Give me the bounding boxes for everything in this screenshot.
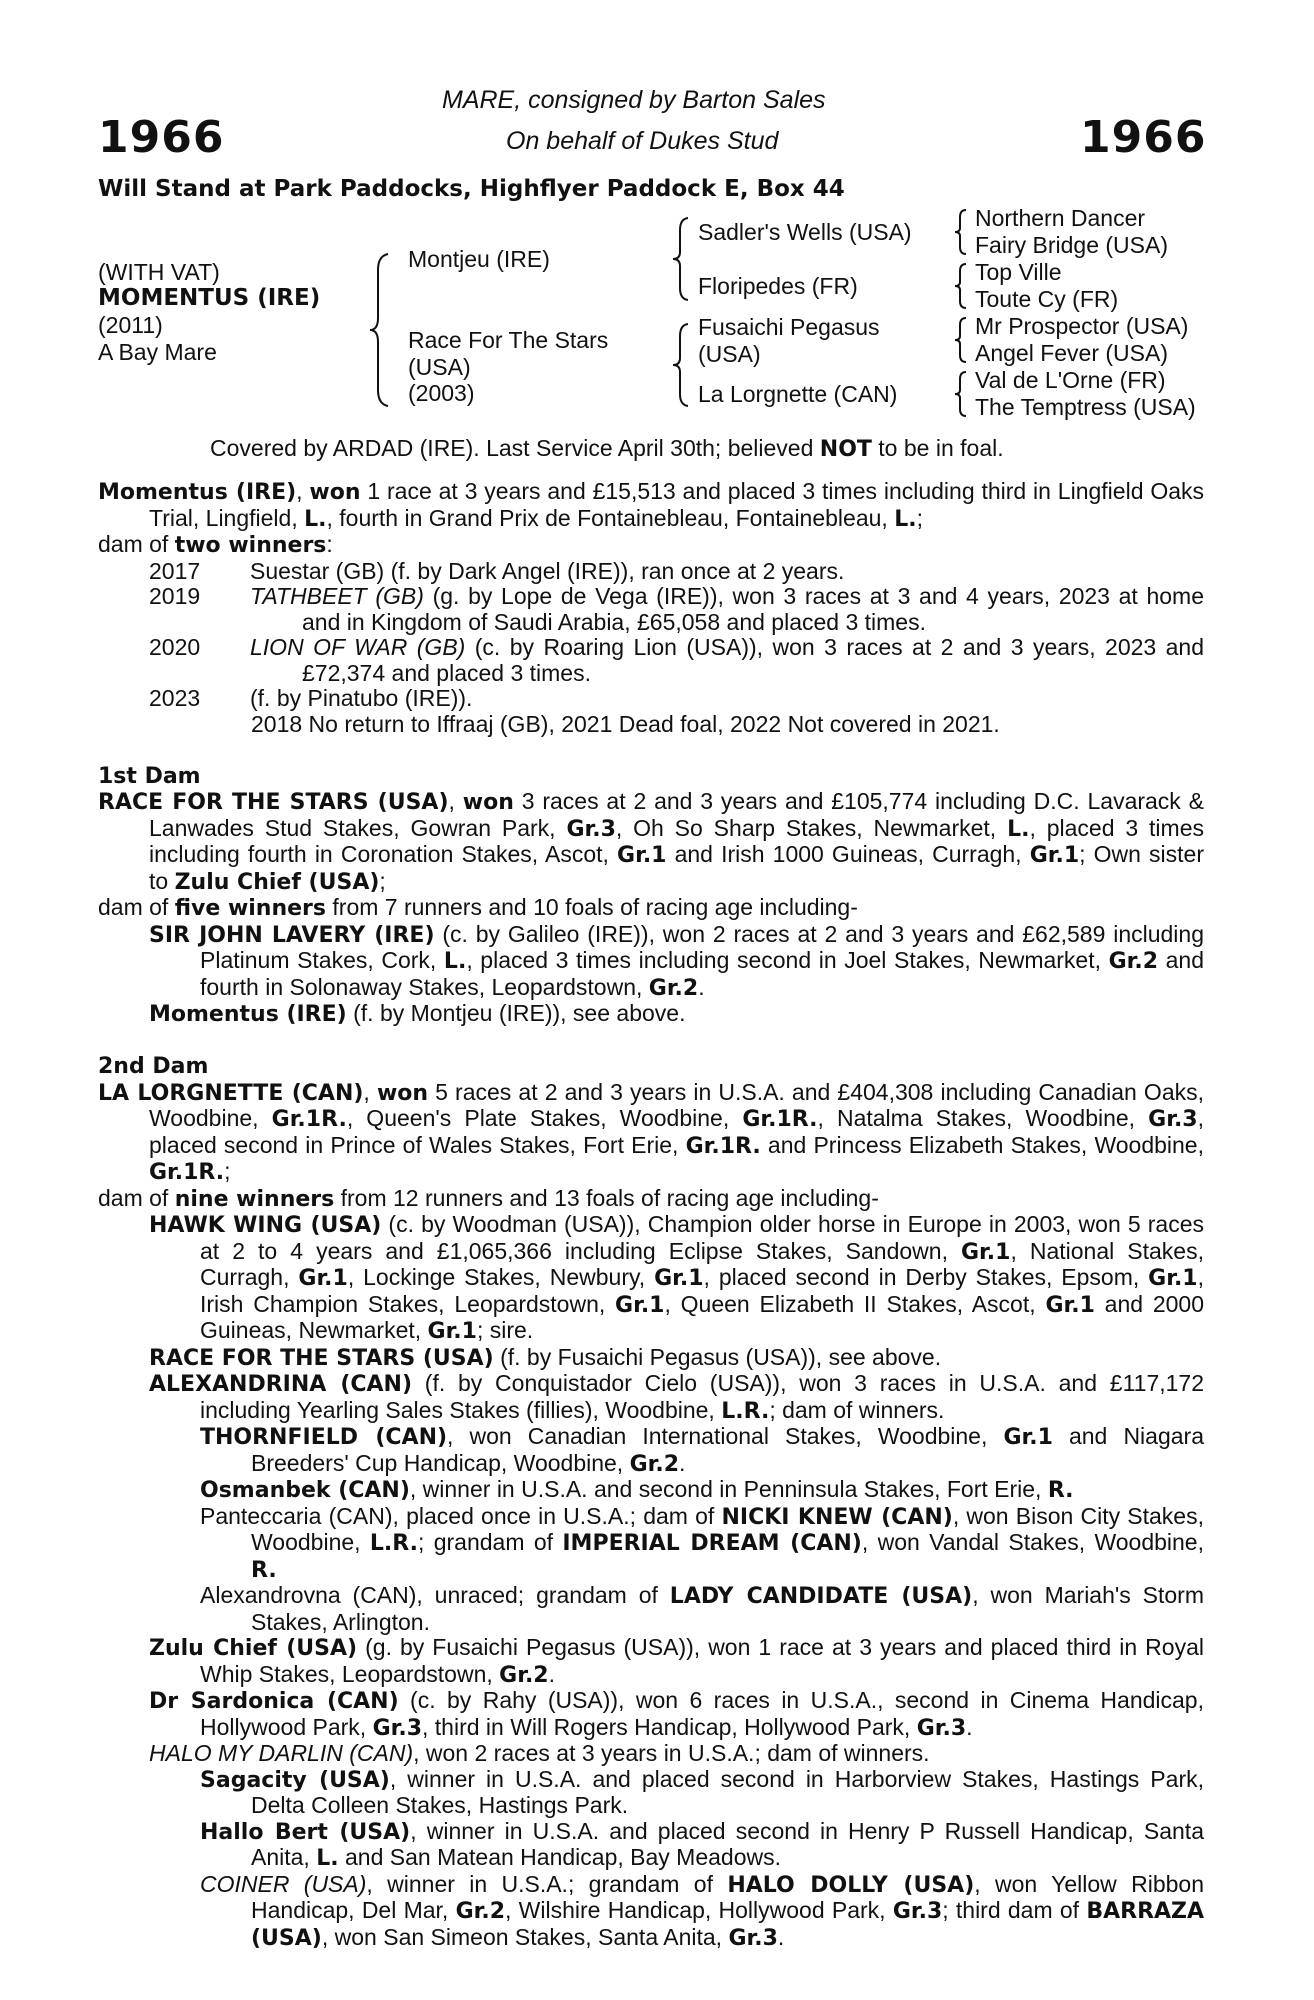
first-dam-summary: dam of five winners from 7 runners and 10 foals of racing age including- — [98, 894, 858, 921]
lot-number-left: 1966 — [98, 112, 225, 163]
halo-progeny-coiner: COINER (USA), winner in U.S.A.; grandam of HALO DOLLY (USA), won Yellow Ribbon Handicap, Del Mar, Gr.2, Wilshire Handicap, Hollywood Park, Gr.3; third dam of BARRAZA (USA), won San Simeon Stakes, Santa Anita, Gr.3. — [200, 1870, 1205, 1951]
horse-year: (2011) — [98, 312, 163, 338]
second-dam-progeny-race-for-the-stars: RACE FOR THE STARS (USA) (f. by Fusaichi Pegasus (USA)), see above. — [149, 1343, 942, 1371]
halo-progeny-hallo-bert: Hallo Bert (USA), winner in U.S.A. and placed second in Henry P Russell Handicap, Santa Anita, L. and San Matean Handicap, Bay Meadows. — [200, 1817, 1204, 1871]
pedigree-dam-line3: (2003) — [408, 380, 475, 406]
pedigree-brace-main — [366, 250, 394, 410]
first-dam-heading: 1st Dam — [98, 763, 201, 789]
pedigree-gg-4: Toute Cy (FR) — [975, 286, 1119, 312]
behalf-line: On behalf of Dukes Stud — [506, 127, 779, 155]
pedigree-brace-g2 — [952, 261, 970, 311]
second-dam-progeny-hawk-wing: HAWK WING (USA) (c. by Woodman (USA)), Champion older horse in Europe in 2003, won 5 races at 2 to 4 years and £1,065,366 including Eclipse Stakes, Sandown, Gr.1, National Stakes, Curragh, Gr.1, Lockinge Stakes, Newbury, Gr.1, placed second in Derby Stakes, Epsom, Gr.1, Irish Champion Stakes, Leopardstown, Gr.1, Queen Elizabeth II Stakes, Ascot, Gr.1 and 2000 Guineas, Newmarket, Gr.1; sire. — [149, 1211, 1204, 1344]
produce-2023: 2023 (f. by Pinatubo (IRE)). — [149, 685, 473, 711]
produce-2020: 2020 LION OF WAR (GB) (c. by Roaring Lion (USA)), won 3 races at 2 and 3 years, 2023 and £72,374 and placed 3 times. — [149, 634, 1205, 686]
pedigree-gg-6: Angel Fever (USA) — [975, 340, 1169, 366]
pedigree-gg-3: Top Ville — [975, 259, 1062, 285]
pedigree-brace-g3 — [952, 315, 970, 365]
covering-note: Covered by ARDAD (IRE). Last Service April 30th; believed NOT to be in foal. — [210, 435, 1004, 462]
pedigree-brace-sire — [670, 214, 692, 304]
pedigree-dam-sire-line1: Fusaichi Pegasus — [698, 314, 880, 340]
pedigree-sire-dam: Floripedes (FR) — [698, 273, 858, 299]
alexandrina-progeny-panteccaria: Panteccaria (CAN), placed once in U.S.A.; dam of NICKI KNEW (CAN), won Bison City Stakes, Woodbine, L.R.; grandam of IMPERIAL DREAM (CAN), won Vandal Stakes, Woodbine, R. — [200, 1502, 1204, 1583]
alexandrina-progeny-thornfield: THORNFIELD (CAN), won Canadian International Stakes, Woodbine, Gr.1 and Niagara Breeders' Cup Handicap, Woodbine, Gr.2. — [200, 1423, 1204, 1477]
pedigree-dam-line1: Race For The Stars — [408, 327, 609, 353]
produce-returns: 2018 No return to Iffraaj (GB), 2021 Dead foal, 2022 Not covered in 2021. — [251, 710, 1000, 737]
produce-summary: dam of two winners: — [98, 531, 333, 558]
alexandrina-progeny-osmanbek: Osmanbek (CAN), winner in U.S.A. and second in Penninsula Stakes, Fort Erie, R. — [200, 1476, 1074, 1503]
pedigree-gg-2: Fairy Bridge (USA) — [975, 232, 1168, 258]
horse-name: MOMENTUS (IRE) — [98, 285, 321, 311]
alexandrina-progeny-alexandrovna: Alexandrovna (CAN), unraced; grandam of LADY CANDIDATE (USA), won Mariah's Storm Stakes, Arlington. — [200, 1582, 1204, 1635]
first-dam-progeny-2: Momentus (IRE) (f. by Montjeu (IRE)), see above. — [149, 1000, 686, 1027]
second-dam-progeny-alexandrina: ALEXANDRINA (CAN) (f. by Conquistador Cielo (USA)), won 3 races in U.S.A. and £117,172 including Yearling Sales Stakes (fillies), Woodbine, L.R.; dam of winners. — [149, 1370, 1204, 1424]
pedigree-gg-1: Northern Dancer — [975, 205, 1146, 231]
produce-2017: 2017 Suestar (GB) (f. by Dark Angel (IRE)), ran once at 2 years. — [149, 557, 845, 584]
second-dam-record: LA LORGNETTE (CAN), won 5 races at 2 and 3 years in U.S.A. and £404,308 including Canadian Oaks, Woodbine, Gr.1R., Queen's Plate Stakes, Woodbine, Gr.1R., Natalma Stakes, Woodbine, Gr.3, placed second in Prince of Wales Stakes, Fort Erie, Gr.1R. and Princess Elizabeth Stakes, Woodbine, Gr.1R.; — [98, 1078, 1205, 1185]
pedigree-gg-7: Val de L'Orne (FR) — [975, 367, 1166, 393]
second-dam-heading: 2nd Dam — [98, 1054, 209, 1079]
race-record — [98, 479, 1204, 1951]
produce-2019: 2019 TATHBEET (GB) (g. by Lope de Vega (IRE)), won 3 races at 3 and 4 years, 2023 at home and in Kingdom of Saudi Arabia, £65,058 and placed 3 times. — [149, 583, 1204, 635]
produce-intro: Momentus (IRE), won 1 race at 3 years and £15,513 and placed 3 times including third in Lingfield Oaks Trial, Lingfield, L., fourth in Grand Prix de Fontainebleau, Fontainebleau, L.; — [98, 478, 1205, 532]
pedigree-dam-sire-line2: (USA) — [698, 341, 761, 367]
lot-number-right: 1966 — [1080, 112, 1207, 163]
second-dam-summary: dam of nine winners from 12 runners and 13 foals of racing age including- — [98, 1184, 879, 1212]
first-dam-progeny-1: SIR JOHN LAVERY (IRE) (c. by Galileo (IRE)), won 2 races at 2 and 3 years and £62,589 including Platinum Stakes, Cork, L., placed 3 times including second in Joel Stakes, Newmarket, Gr.2 and fourth in Solonaway Stakes, Leopardstown, Gr.2. — [149, 920, 1204, 1001]
halo-progeny-sagacity: Sagacity (USA), winner in U.S.A. and placed second in Harborview Stakes, Hastings Park, Delta Colleen Stakes, Hastings Park. — [200, 1765, 1204, 1818]
vat-note: (WITH VAT) — [98, 259, 220, 285]
second-dam-progeny-zulu-chief: Zulu Chief (USA) (g. by Fusaichi Pegasus (USA)), won 1 race at 3 years and placed third in Royal Whip Stakes, Leopardstown, Gr.2. — [149, 1634, 1204, 1688]
pedigree-brace-g4 — [952, 369, 970, 419]
pedigree-gg-5: Mr Prospector (USA) — [975, 313, 1189, 339]
consignor-line: MARE, consigned by Barton Sales — [442, 86, 826, 114]
pedigree-gg-8: The Temptress (USA) — [975, 394, 1196, 420]
pedigree-dam-dam: La Lorgnette (CAN) — [698, 381, 898, 407]
pedigree-brace-g1 — [952, 207, 970, 257]
location-line: Will Stand at Park Paddocks, Highflyer Paddock E, Box 44 — [98, 176, 845, 202]
pedigree-sire-sire: Sadler's Wells (USA) — [698, 219, 912, 245]
pedigree-dam-line2: (USA) — [408, 354, 471, 380]
pedigree-brace-dam — [670, 320, 692, 410]
second-dam-progeny-halo-my-darlin: HALO MY DARLIN (CAN), won 2 races at 3 years in U.S.A.; dam of winners. — [149, 1740, 930, 1766]
covering-not: NOT — [819, 437, 872, 462]
horse-description: A Bay Mare — [98, 339, 217, 365]
pedigree-sire: Montjeu (IRE) — [408, 246, 550, 272]
first-dam-record: RACE FOR THE STARS (USA), won 3 races at 2 and 3 years and £105,774 including D.C. Lavarack & Lanwades Stud Stakes, Gowran Park, Gr.3, Oh So Sharp Stakes, Newmarket, L., placed 3 times including fourth in Coronation Stakes, Ascot, Gr.1 and Irish 1000 Guineas, Curragh, Gr.1; Own sister to Zulu Chief (USA); — [98, 788, 1204, 895]
second-dam-progeny-dr-sardonica: Dr Sardonica (CAN) (c. by Rahy (USA)), won 6 races in U.S.A., second in Cinema Handicap, Hollywood Park, Gr.3, third in Will Rogers Handicap, Hollywood Park, Gr.3. — [149, 1687, 1204, 1741]
